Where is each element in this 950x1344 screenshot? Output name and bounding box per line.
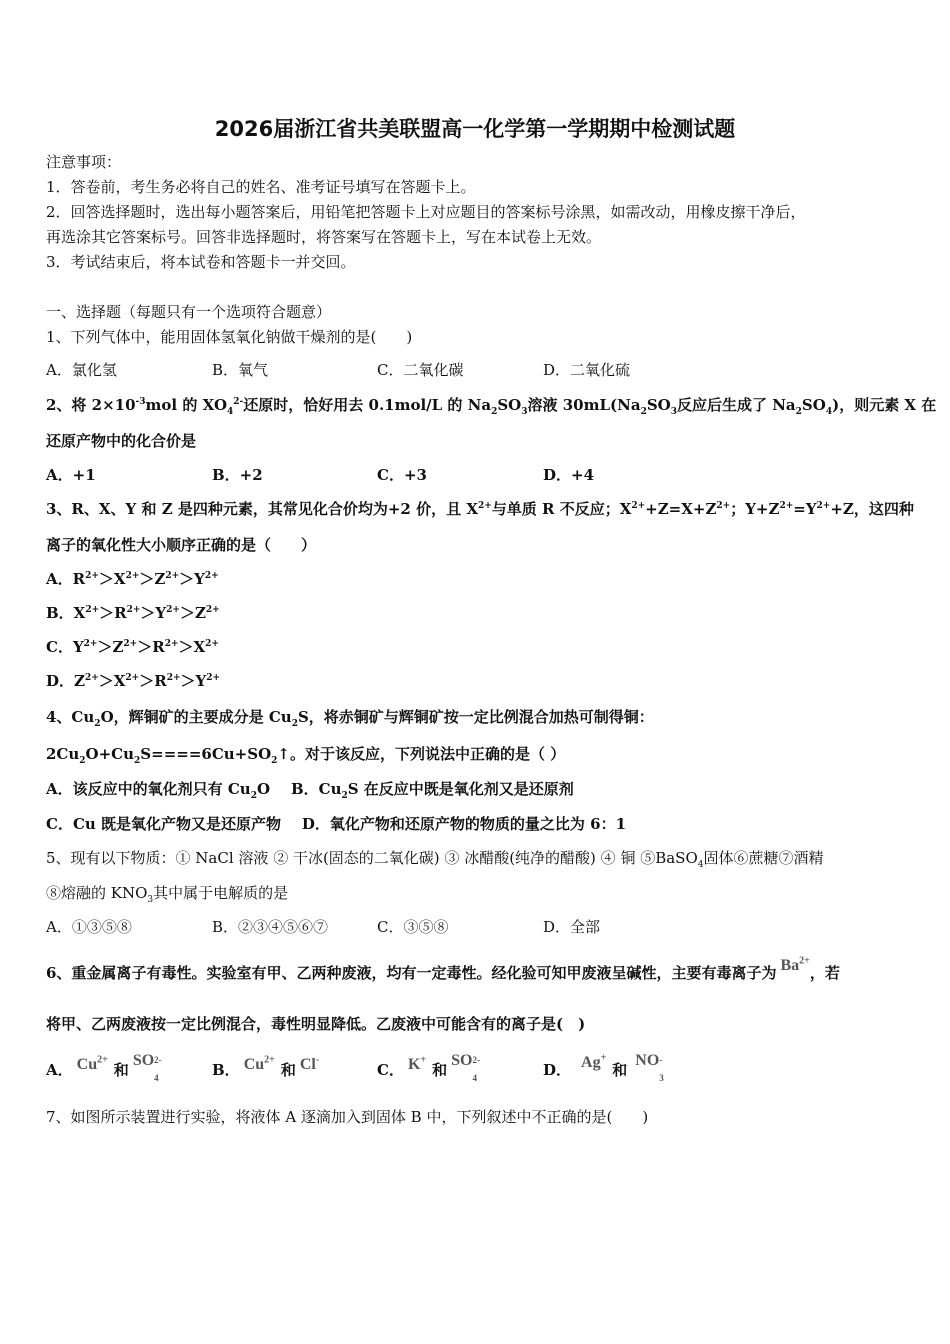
q1-option-d[interactable]: D．二氧化硫: [543, 361, 631, 379]
q2-option-c[interactable]: C．+3: [377, 466, 427, 484]
question-2-stem-cont: 还原产物中的化合价是: [46, 432, 197, 450]
q3-option-c[interactable]: C．$Y^{2+}>Z^{2+}>R^{2+}>X^{2+}$: [46, 638, 219, 656]
notice-item-1: 1．答卷前，考生务必将自己的姓名、准考证号填写在答题卡上。: [46, 178, 476, 196]
q4-option-c[interactable]: C．Cu 既是氧化产物又是还原产物: [46, 815, 282, 833]
question-5-stem: 5、现有以下物质：① NaCl 溶液 ② 干冰(固态的二氧化碳) ③ 冰醋酸(纯净的醋酸) ④ 铜 ⑤BaSO$_4$固体⑥蔗糖⑦酒精: [46, 849, 824, 870]
q6-option-a[interactable]: A． $Cu^{2+}$和SO 2- 4: [46, 1052, 162, 1083]
q5-option-c[interactable]: C．③⑤⑧: [377, 918, 449, 936]
notice-item-3: 3．考试结束后，将本试卷和答题卡一并交回。: [46, 253, 356, 271]
question-3-stem-cont: 离子的氧化性大小顺序正确的是（ ）: [46, 536, 317, 554]
q2-option-a[interactable]: A．+1: [46, 466, 96, 484]
q6-option-d[interactable]: D． Ag+和NO - 3: [543, 1052, 664, 1083]
q4-option-d[interactable]: D．氧化产物和还原产物的物质的量之比为 6：1: [301, 815, 627, 833]
question-1-stem: 1、下列气体中，能用固体氢氧化钠做干燥剂的是( ): [46, 328, 413, 346]
question-4-options-ab: [46, 779, 574, 799]
question-4-options-cd: [46, 814, 626, 834]
section-heading: 一、选择题（每题只有一个选项符合题意）: [46, 303, 332, 321]
q2-option-d[interactable]: D．+4: [543, 466, 595, 484]
notice-item-2: 2．回答选择题时，选出每小题答案后，用铅笔把答题卡上对应题目的答案标号涂黑，如需改动，用橡皮擦干净后，: [46, 203, 806, 221]
notice-heading: 注意事项：: [46, 153, 122, 171]
q3-option-a[interactable]: A．$R^{2+}>X^{2+}>Z^{2+}>Y^{2+}$: [46, 570, 219, 588]
ba-ion: $Ba^{2+}$: [780, 955, 810, 974]
q5-option-a[interactable]: A．①③⑤⑧: [46, 918, 132, 936]
question-4-equation: $2Cu_2O+Cu_2S====6Cu+SO_2↑$。对于该反应，下列说法中正确的是（ ）: [46, 745, 566, 766]
q5-option-d[interactable]: D．全部: [543, 918, 601, 936]
q3-option-d[interactable]: D．$Z^{2+}>X^{2+}>R^{2+}>Y^{2+}$: [46, 672, 221, 690]
page-title: 2026届浙江省共美联盟高一化学第一学期期中检测试题: [214, 117, 736, 141]
q2-option-b[interactable]: B．+2: [212, 466, 263, 484]
q1-option-a[interactable]: A．氯化氢: [46, 361, 117, 379]
question-6-stem-cont: 将甲、乙两废液按一定比例混合，毒性明显降低。乙废液中可能含有的离子是( ): [46, 1015, 586, 1033]
q4-option-b[interactable]: B．$Cu_2S$ 在反应中既是氧化剂又是还原剂: [290, 780, 574, 801]
question-6-stem: 6、重金属离子有毒性。实验室有甲、乙两种废液，均有一定毒性。经化验可知甲废液呈碱性，主要有毒离子为 $Ba^{2+}$，若: [46, 955, 840, 982]
q6-option-c[interactable]: C． K+和SO 2- 4: [377, 1052, 480, 1083]
question-3-stem: 3、R、X、Y 和 Z 是四种元素，其常见化合价均为+2 价，且 $X^{2+}$与单质 R 不反应；$X^{2+}+Z=X+Z^{2+}$；$Y+Z^{2+}=Y^{2+}+Z$，这四种: [46, 500, 914, 518]
question-5-stem-cont: ⑧熔融的 $KNO_3$其中属于电解质的是: [46, 884, 289, 905]
question-7-stem: 7、如图所示装置进行实验，将液体 A 逐滴加入到固体 B 中，下列叙述中不正确的是( ): [46, 1108, 649, 1126]
q4-option-a[interactable]: A．该反应中的氧化剂只有 $Cu_2O$: [46, 780, 271, 801]
q1-option-b[interactable]: B．氧气: [212, 361, 269, 379]
notice-item-2-cont: 再选涂其它答案标号。回答非选择题时，将答案写在答题卡上，写在本试卷上无效。: [46, 228, 602, 246]
question-4-stem: 4、$Cu_2O$，辉铜矿的主要成分是 $Cu_2S$，将赤铜矿与辉铜矿按一定比例混合加热可制得铜：: [46, 708, 654, 729]
q5-option-b[interactable]: B．②③④⑤⑥⑦: [212, 918, 329, 936]
q6-option-b[interactable]: B． $Cu^{2+}$和 Cl-: [212, 1054, 320, 1079]
question-2-stem: 2、将 $2\times 10^{-3}mol$ 的 $XO_4^{2-}$还原时，恰好用去 0.1mol/L 的 $Na_2SO_3$溶液 $30mL(Na_2SO_3$反应后生成了 $Na_2SO_4$)，则元素 X 在: [46, 396, 937, 417]
q1-option-c[interactable]: C．二氧化碳: [377, 361, 464, 379]
q3-option-b[interactable]: B．$X^{2+}>R^{2+}>Y^{2+}>Z^{2+}$: [46, 604, 220, 622]
